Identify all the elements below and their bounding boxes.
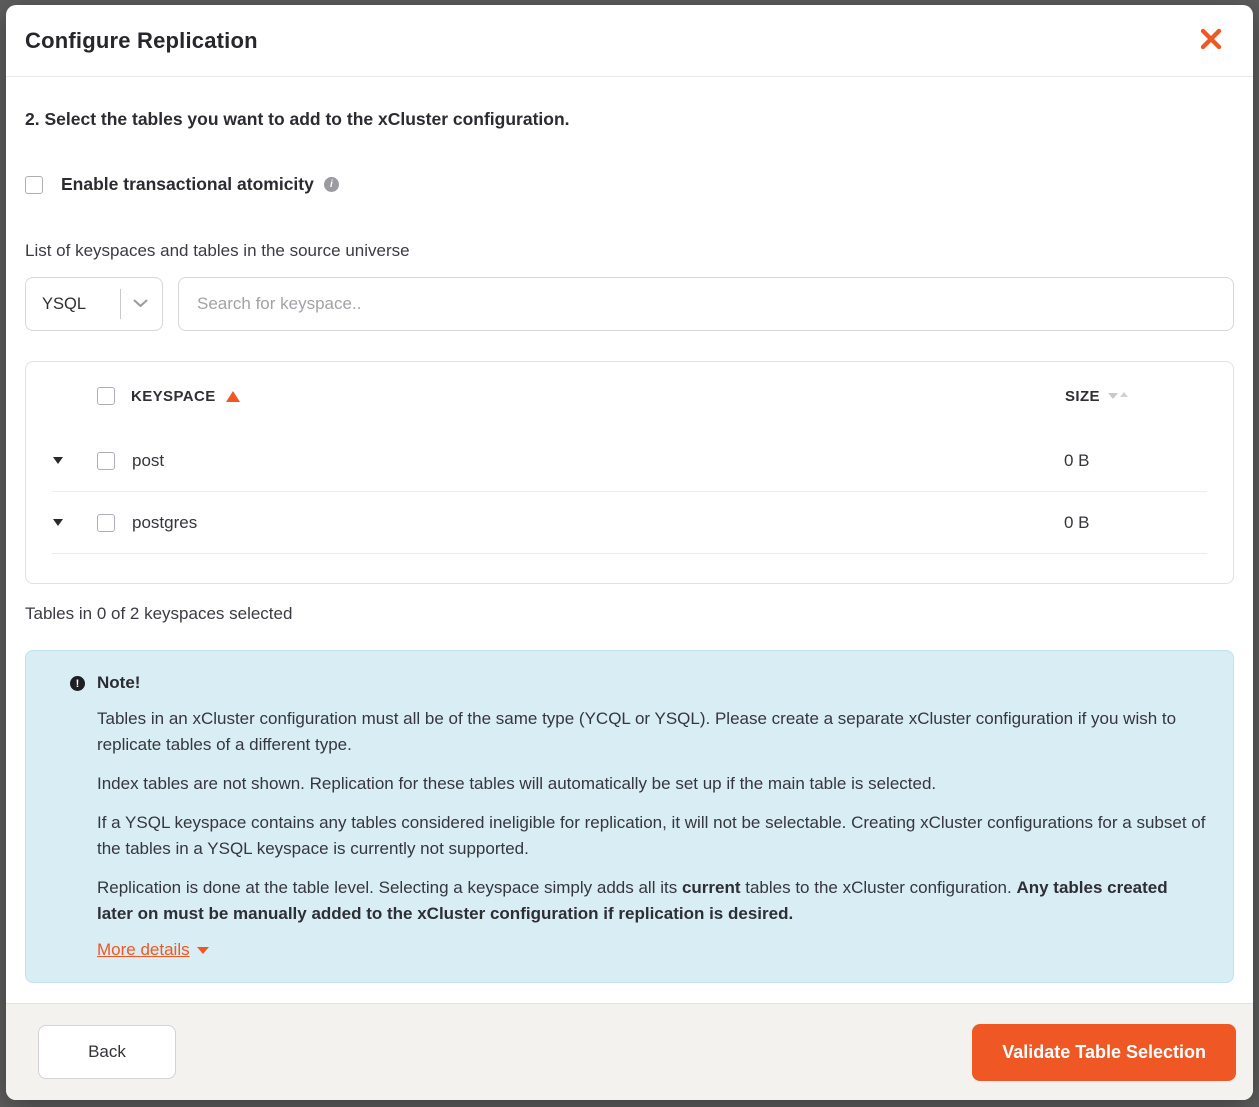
sort-ascending-icon [226,391,240,402]
keyspace-table [25,361,1234,584]
selection-summary: Tables in 0 of 2 keyspaces selected [25,604,293,623]
api-type-value: YSQL [42,294,87,313]
transactional-atomicity-row [25,174,1234,195]
keyspace-size: 0 B [1064,512,1090,532]
info-icon[interactable]: i [324,177,339,192]
table-row [52,492,1207,554]
expand-row-icon[interactable] [53,457,69,464]
more-details-row [72,940,1207,960]
caret-down-icon [197,947,209,954]
more-details-link[interactable]: More details [97,940,190,959]
chevron-down-icon [133,295,148,313]
step-instruction: 2. Select the tables you want to add to the xCluster configuration. [25,109,570,129]
size-column-header[interactable]: SIZE [1065,387,1100,405]
keyspace-search-input[interactable] [178,277,1234,331]
validate-table-selection-button[interactable]: Validate Table Selection [972,1024,1236,1081]
api-type-select[interactable] [25,277,163,331]
note-paragraph: Tables in an xCluster configuration must all be of the same type (YCQL or YSQL). Please create a separate xCluster configuration if you wish to replicate tables of a different type. [97,709,1177,754]
keyspace-name: postgres [132,512,198,532]
table-rows [52,430,1207,554]
dialog-header [6,5,1253,77]
note-banner [25,650,1234,983]
configure-replication-dialog [6,5,1253,1100]
row-checkbox[interactable] [97,452,115,470]
row-checkbox[interactable] [97,514,115,532]
note-paragraph-rich: Replication is done at the table level. Selecting a keyspace simply adds all its current tables to the xCluster configuration. Any tables created later on must be manually added to the xCluster configuration if replication is desired. [97,878,1168,923]
keyspace-column-header[interactable]: KEYSPACE [131,387,216,405]
select-all-checkbox[interactable] [97,387,115,405]
dialog-title: Configure Replication [25,27,258,53]
expand-row-icon[interactable] [53,519,69,526]
note-paragraph: Index tables are not shown. Replication for these tables will automatically be set up if the main table is selected. [97,774,937,793]
note-title: Note! [97,673,141,692]
keyspace-name: post [132,450,165,470]
table-row [52,430,1207,492]
select-divider [120,289,121,319]
keyspace-size: 0 B [1064,450,1090,470]
close-button[interactable] [1195,23,1227,58]
dialog-footer [6,1003,1253,1100]
sort-unsorted-icon [1108,393,1128,399]
keyspace-controls [25,277,1234,331]
back-button[interactable]: Back [38,1025,176,1079]
close-icon [1199,27,1223,54]
keyspace-list-label: List of keyspaces and tables in the source universe [25,241,410,260]
alert-icon: ! [70,676,85,691]
transactional-atomicity-label: Enable transactional atomicity [61,174,314,194]
dialog-body [6,77,1253,1003]
table-header-row [26,362,1233,430]
transactional-atomicity-checkbox[interactable] [25,176,43,194]
note-paragraph: If a YSQL keyspace contains any tables considered ineligible for replication, it will not be selectable. Creating xCluster configurations for a subset of the tables in a YSQL keyspace is currently not supported. [97,813,1206,858]
